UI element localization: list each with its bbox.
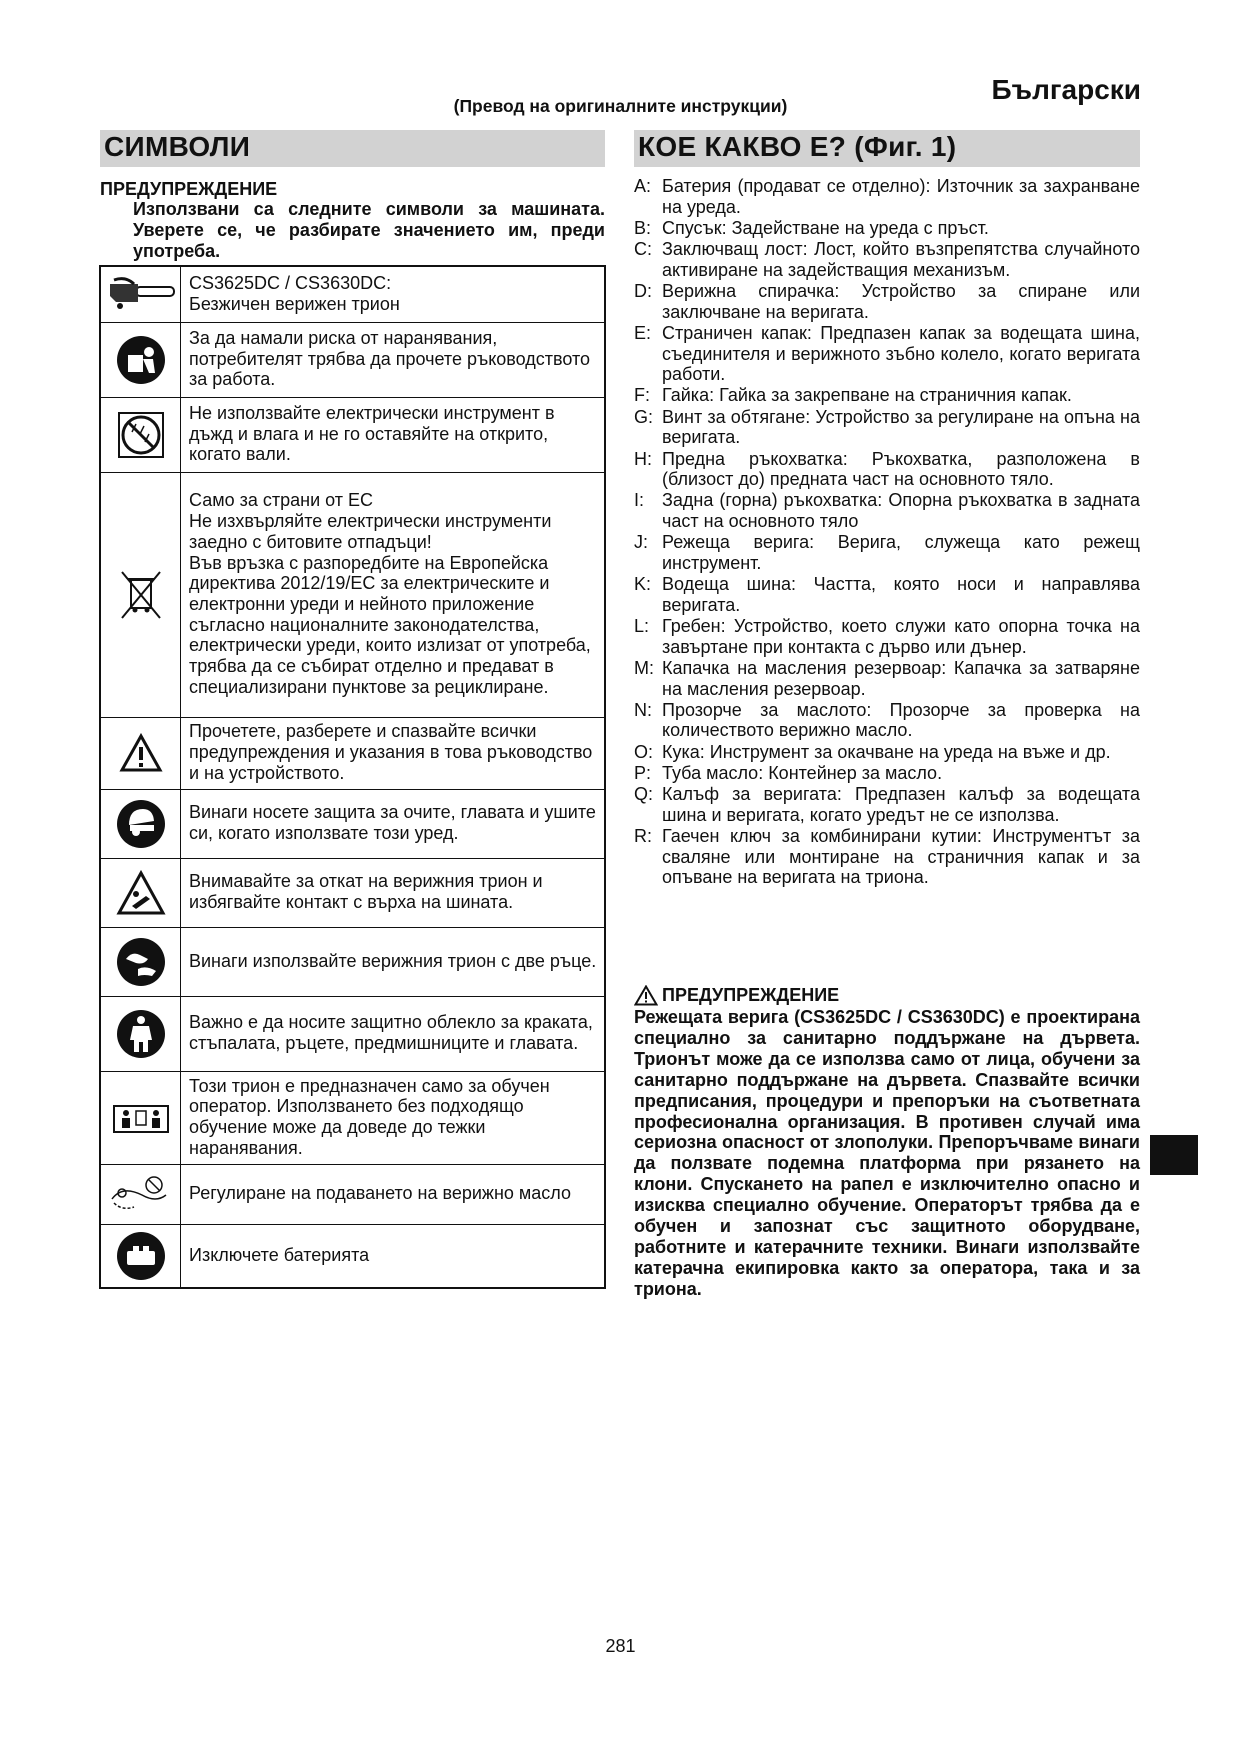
chain-warning-heading: ПРЕДУПРЕЖДЕНИЕ bbox=[662, 985, 840, 1005]
chain-warning-title bbox=[634, 985, 839, 1006]
symbol-row bbox=[100, 1071, 605, 1164]
symbol-row bbox=[100, 717, 605, 789]
chainsaw-icon bbox=[100, 266, 181, 322]
symbols-warning-text: Използвани са следните символи за машината. Уверете се, че разбирате значението им, преди употреба. bbox=[133, 199, 605, 261]
protective-clothing-icon bbox=[100, 996, 181, 1071]
symbol-text: Винаги носете защита за очите, главата и ушите си, когато използвате този уред. bbox=[181, 789, 606, 858]
kickback-icon bbox=[100, 858, 181, 927]
whats-what-heading: КОЕ КАКВО Е? (Фиг. 1) bbox=[638, 131, 957, 162]
symbol-text: Прочетете, разберете и спазвайте всички предупреждения и указания в това ръководство и на устройството. bbox=[181, 717, 606, 789]
oil-adjust-icon bbox=[100, 1164, 181, 1224]
section-tab-marker bbox=[1150, 1135, 1198, 1175]
symbols-heading-bar bbox=[100, 130, 605, 167]
list-item: K: Водеща шина: Частта, която носи и направлява веригата. bbox=[634, 574, 1140, 615]
symbol-text: Само за страни от ЕС Не изхвърляйте електрически инструменти заедно с битовите отпадъци! Във връзка с разпоредбите на Европейска директива 2012/19/EC за електрическите и електронни уреди и нейното приложение съгласно националните законодателства, електрически уреди, които излизат от употреба, трябва да се събират отделно и предават в специализирани пунктове за рециклиране. bbox=[181, 472, 606, 717]
list-item: M: Капачка на масления резервоар: Капачка за затваряне на масления резервоар. bbox=[634, 657, 1140, 699]
head-protection-icon bbox=[100, 789, 181, 858]
symbol-text: Винаги използвайте верижния трион с две ръце. bbox=[181, 927, 606, 996]
symbol-text: Този трион е предназначен само за обучен оператор. Използването без подходящо обучение може да доведе до тежки наранявания. bbox=[181, 1071, 606, 1164]
list-item: L: Гребен: Устройство, което служи като опорна точка на завъртане при контакта с дърво или дънер. bbox=[634, 616, 1140, 657]
language-label: Български bbox=[991, 74, 1141, 105]
symbol-row bbox=[100, 996, 605, 1071]
list-item: C: Заключващ лост: Лост, който възпрепятства случайното активиране на задействащия механизъм. bbox=[634, 239, 1140, 280]
list-item: J: Режеща верига: Верига, служеща като режещ инструмент. bbox=[634, 532, 1140, 573]
symbols-warning-title: ПРЕДУПРЕЖДЕНИЕ bbox=[100, 179, 278, 199]
symbol-text: CS3625DC / CS3630DC: Безжичен верижен трион bbox=[181, 266, 606, 322]
whats-what-heading-bar bbox=[634, 130, 1140, 167]
list-item: O: Кука: Инструмент за окачване на уреда на въже и др. bbox=[634, 741, 1111, 762]
list-item: G: Винт за обтягане: Устройство за регулиране на опъна на веригата. bbox=[634, 406, 1140, 448]
translation-subtitle: (Превод на оригиналните инструкции) bbox=[453, 96, 788, 116]
remove-battery-icon bbox=[100, 1224, 181, 1288]
list-item: A: Батерия (продават се отделно): Източник за захранване на уреда. bbox=[634, 176, 1140, 217]
page-number: 281 bbox=[605, 1636, 636, 1656]
list-item: H: Предна ръкохватка: Ръкохватка, разположена в (близост до) предната част на основното тяло. bbox=[634, 448, 1140, 490]
symbol-row bbox=[100, 472, 605, 717]
symbol-text: Внимавайте за откат на верижния трион и избягвайте контакт с върха на шината. bbox=[181, 858, 606, 927]
symbol-row bbox=[100, 397, 605, 472]
symbol-row bbox=[100, 266, 605, 322]
list-item: B: Спусък: Задействане на уреда с пръст. bbox=[634, 217, 989, 238]
warning-triangle-icon bbox=[634, 985, 658, 1006]
list-item: P: Туба масло: Контейнер за масло. bbox=[634, 762, 943, 783]
symbols-heading: СИМВОЛИ bbox=[104, 131, 251, 162]
list-item: I: Задна (горна) ръкохватка: Опорна ръкохватка в задната част на основното тяло bbox=[634, 490, 1140, 531]
list-item: N: Прозорче за маслото: Прозорче за проверка на количеството верижно масло. bbox=[634, 699, 1140, 741]
symbol-row bbox=[100, 927, 605, 996]
symbol-row bbox=[100, 1224, 605, 1288]
chain-warning-text: Режещата верига (CS3625DC / CS3630DC) е проектирана специално за санитарно поддържане на дървета. Трионът може да се използва само от лица, обучени за санитарно поддържане на дървета. Спазвайте всички предписания, процедури и препоръки на съответната професионална организация. В противен случай има сериозна опасност от злополуки. Препоръчваме винаги да ползвате подемна платформа при рязането на клони. Спускането на рапел е изключително опасно и изисква специално обучение. Операторът трябва да е обучен и запознат със защитното оборудване, работните и катерачните техники. Винаги използвайте катерачна екипировка както за оператора, така и за триона. bbox=[634, 1007, 1140, 1299]
symbol-text: Важно е да носите защитно облекло за краката, стъпалата, ръцете, предмишниците и главата. bbox=[181, 996, 606, 1071]
list-item: E: Страничен капак: Предпазен капак за водещата шина, съединителя и верижното зъбно колело, когато веригата работи. bbox=[634, 322, 1140, 385]
parts-list bbox=[634, 176, 1140, 889]
symbol-text: Регулиране на подаването на верижно масло bbox=[181, 1164, 606, 1224]
crossed-bin-icon bbox=[100, 472, 181, 717]
list-item: Q: Калъф за веригата: Предпазен калъф за водещата шина и веригата, когато уредът не се използва. bbox=[634, 784, 1140, 825]
two-hands-icon bbox=[100, 927, 181, 996]
no-rain-icon bbox=[100, 397, 181, 472]
symbol-row bbox=[100, 789, 605, 858]
list-item: F: Гайка: Гайка за закрепване на страничния капак. bbox=[634, 385, 1072, 406]
warning-triangle-icon bbox=[100, 717, 181, 789]
symbol-row bbox=[100, 1164, 605, 1224]
symbols-table bbox=[99, 265, 606, 1289]
list-item: D: Верижна спирачка: Устройство за спиране или заключване на веригата. bbox=[634, 281, 1140, 322]
symbol-row bbox=[100, 322, 605, 397]
symbol-row bbox=[100, 858, 605, 927]
read-manual-icon bbox=[100, 322, 181, 397]
symbol-text: За да намали риска от наранявания, потребителят трябва да прочете ръководството за работа. bbox=[181, 322, 606, 397]
symbol-text: Не използвайте електрически инструмент в дъжд и влага и не го оставяйте на открито, когато вали. bbox=[181, 397, 606, 472]
list-item: R: Гаечен ключ за комбинирани кутии: Инструментът за сваляне или монтиране на страничния капак и за опъване на веригата на триона. bbox=[634, 826, 1140, 888]
trained-operator-icon bbox=[100, 1071, 181, 1164]
symbol-text: Изключете батерията bbox=[181, 1224, 606, 1288]
